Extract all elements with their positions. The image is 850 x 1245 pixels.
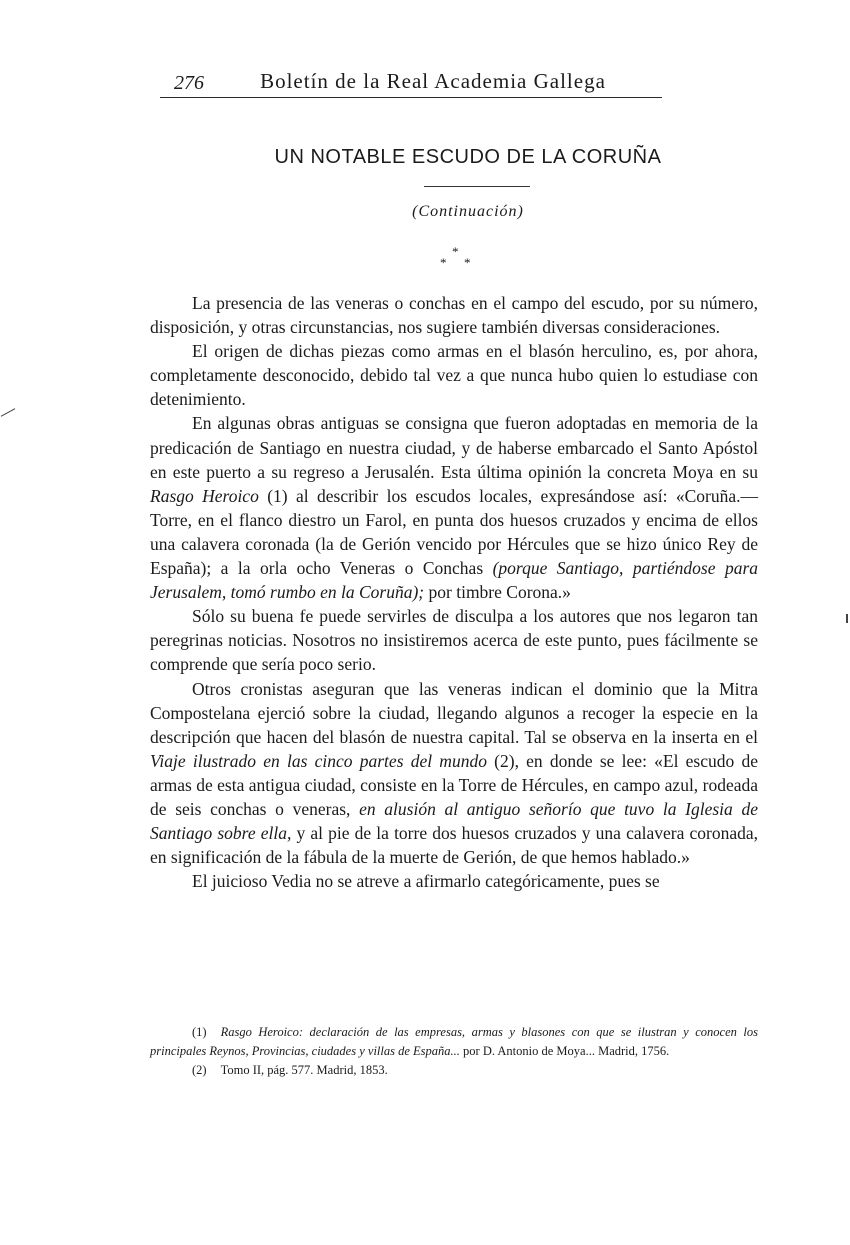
asterism-star: * xyxy=(440,255,447,270)
body-text-run: y al pie de la torre dos huesos cruzados y una calavera coronada, en significación de la fábula de la muerte de Gerión, de que hemos hablado.» xyxy=(150,823,758,868)
body-text-run: por timbre Corona.» xyxy=(424,582,571,603)
body-text-run: (2), en donde se lee: «El escudo de armas de esta antigua ciudad, consiste en la Torre de Hércules, en campo azul, rodeada de seis conchas o veneras, xyxy=(150,750,758,819)
running-title: Boletín de la Real Academia Gallega xyxy=(260,69,606,93)
footnote-text: por D. Antonio de Moya... Madrid, 1756. xyxy=(459,1044,670,1058)
asterism xyxy=(437,244,477,274)
footnote-text: Tomo II, pág. 577. Madrid, 1853. xyxy=(220,1063,388,1077)
body-text-run: (1) al describir los escudos locales, expresándose así: «Coruña.—Torre, en el flanco diestro un Farol, en punta dos huesos cruzados y encima de ellos una calavera coronada (la de Gerión vencido por Hércules que se hizo único Rey de España); a la orla ocho Veneras o Conchas xyxy=(150,485,758,579)
body-paragraph xyxy=(150,411,758,604)
asterism-star: * xyxy=(452,244,459,259)
asterism-star: * xyxy=(464,255,471,270)
body-text-run: La presencia de las veneras o conchas en el campo del escudo, por su número, disposición, y otras circunstancias, nos sugiere también diversas consideraciones. xyxy=(150,293,758,338)
body-paragraph xyxy=(150,869,758,893)
body-paragraph xyxy=(150,677,758,870)
header-rule xyxy=(160,97,662,98)
footnote xyxy=(150,1061,758,1080)
italic-text: Rasgo Heroico xyxy=(150,485,259,506)
footnote-italic-text: Rasgo Heroico: declaración de las empresas, armas y blasones con que se ilustran y conocen los principales Reynos, Provincias, ciudades y villas de España... xyxy=(150,1025,758,1058)
body-text-run: Sólo su buena fe puede servirles de disculpa a los autores que nos legaron tan peregrinas noticias. Nosotros no insistiremos acerca de este punto, pues fácilmente se comprende que sería poco serio. xyxy=(150,606,758,675)
italic-text: Viaje ilustrado en las cinco partes del mundo xyxy=(150,750,487,771)
body-paragraph xyxy=(150,604,758,676)
page-header xyxy=(160,64,662,98)
article-body xyxy=(150,291,758,893)
body-paragraph xyxy=(150,291,758,339)
article-subtitle: (Continuación) xyxy=(412,203,524,220)
article-title: UN NOTABLE ESCUDO DE LA CORUÑA xyxy=(274,146,662,168)
page-number: 276 xyxy=(174,72,204,94)
body-text-run: El origen de dichas piezas como armas en el blasón herculino, es, por ahora, completamente desconocido, debido tal vez a que nunca hubo quien lo estudiase con detenimiento. xyxy=(150,341,758,410)
footnote xyxy=(150,1023,758,1061)
italic-text: (porque Santiago, partiéndose para Jerusalem, tomó rumbo en la Coruña); xyxy=(150,558,759,603)
scan-mark xyxy=(846,614,848,623)
body-text-run: El juicioso Vedia no se atreve a afirmarlo categóricamente, pues se xyxy=(192,871,660,892)
footnotes xyxy=(150,1023,758,1080)
title-rule xyxy=(424,186,530,187)
body-text-run: Otros cronistas aseguran que las veneras indican el dominio que la Mitra Compostelana ejerció sobre la ciudad, llegando algunos a recoger la especie en la descripción que hacen del blasón de nuestra capital. Tal se observa en la inserta en el xyxy=(150,678,758,747)
scan-mark xyxy=(1,408,16,416)
footnote-mark: (2) xyxy=(192,1063,207,1077)
body-paragraph xyxy=(150,339,758,411)
footnote-mark: (1) xyxy=(192,1025,207,1039)
body-text-run: En algunas obras antiguas se consigna que fueron adoptadas en memoria de la predicación de Santiago en nuestra ciudad, y de haberse embarcado el Santo Apóstol en este puerto a su regreso a Jerusalén. Esta última opinión la concreta Moya en su xyxy=(150,413,758,482)
italic-text: en alusión al antiguo señorío que tuvo la Iglesia de Santiago sobre ella, xyxy=(150,798,758,844)
